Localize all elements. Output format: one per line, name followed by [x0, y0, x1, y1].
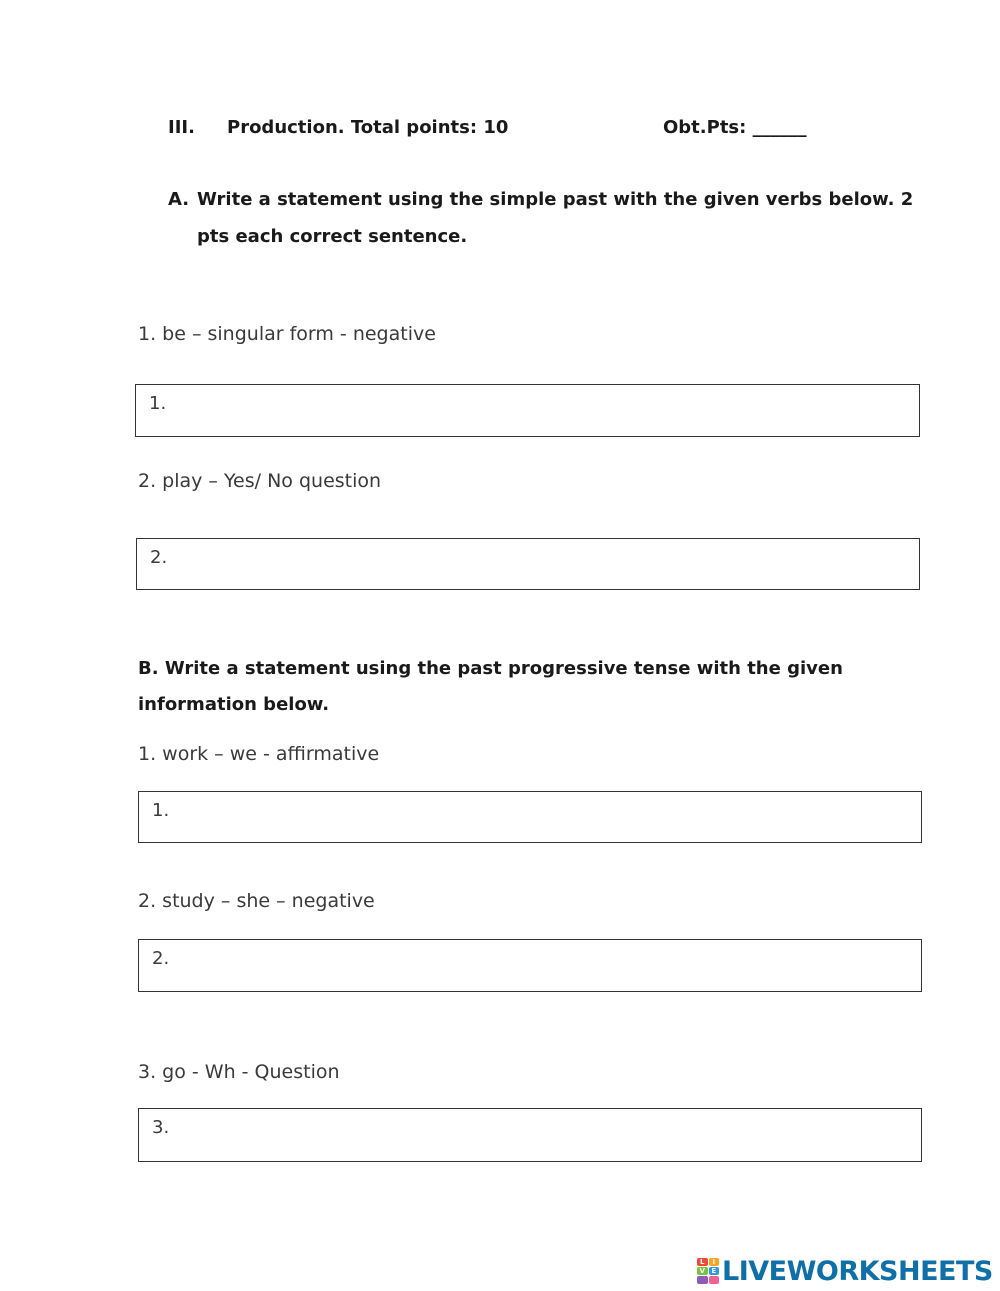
answer-box-label: 1. [152, 800, 170, 821]
logo-text: LIVEWORKSHEETS [722, 1255, 993, 1287]
obtained-points: Obt.Pts: ______ [663, 117, 807, 138]
part-b-prompt-1: 1. work – we - affirmative [138, 743, 380, 765]
logo-mark-tile [697, 1276, 708, 1284]
part-b-instruction-line1: B. Write a statement using the past progressive tense with the given [138, 658, 843, 679]
answer-box-label: 1. [149, 393, 167, 414]
part-a-instruction-line2: pts each correct sentence. [197, 226, 468, 247]
logo-mark-tile: L [697, 1258, 708, 1266]
answer-box-label: 2. [152, 948, 170, 969]
answer-box-label: 3. [152, 1117, 170, 1138]
logo-mark-tile [709, 1276, 720, 1284]
part-a-prompt-2: 2. play – Yes/ No question [138, 470, 382, 492]
part-b-instruction-line2: information below. [138, 694, 330, 715]
part-b-prompt-2: 2. study – she – negative [138, 890, 375, 912]
liveworksheets-logo [697, 1253, 993, 1289]
answer-box-a1[interactable] [135, 384, 920, 437]
logo-mark-tile: V [697, 1267, 708, 1275]
answer-box-label: 2. [150, 547, 168, 568]
answer-box-b3[interactable] [138, 1108, 922, 1162]
answer-box-a2[interactable] [136, 538, 920, 590]
answer-box-b2[interactable] [138, 939, 922, 992]
logo-mark-tile: E [709, 1267, 720, 1275]
section-title: Production. Total points: 10 [227, 117, 509, 138]
part-a-prompt-1: 1. be – singular form - negative [138, 323, 436, 345]
answer-box-b1[interactable] [138, 791, 922, 843]
part-a-instruction-line1: Write a statement using the simple past with the given verbs below. 2 [197, 189, 914, 210]
part-a-letter: A. [168, 189, 190, 210]
logo-mark-tile: I [709, 1258, 720, 1266]
section-number: III. [168, 117, 195, 138]
logo-mark-icon [697, 1258, 719, 1284]
part-b-prompt-3: 3. go - Wh - Question [138, 1061, 340, 1083]
